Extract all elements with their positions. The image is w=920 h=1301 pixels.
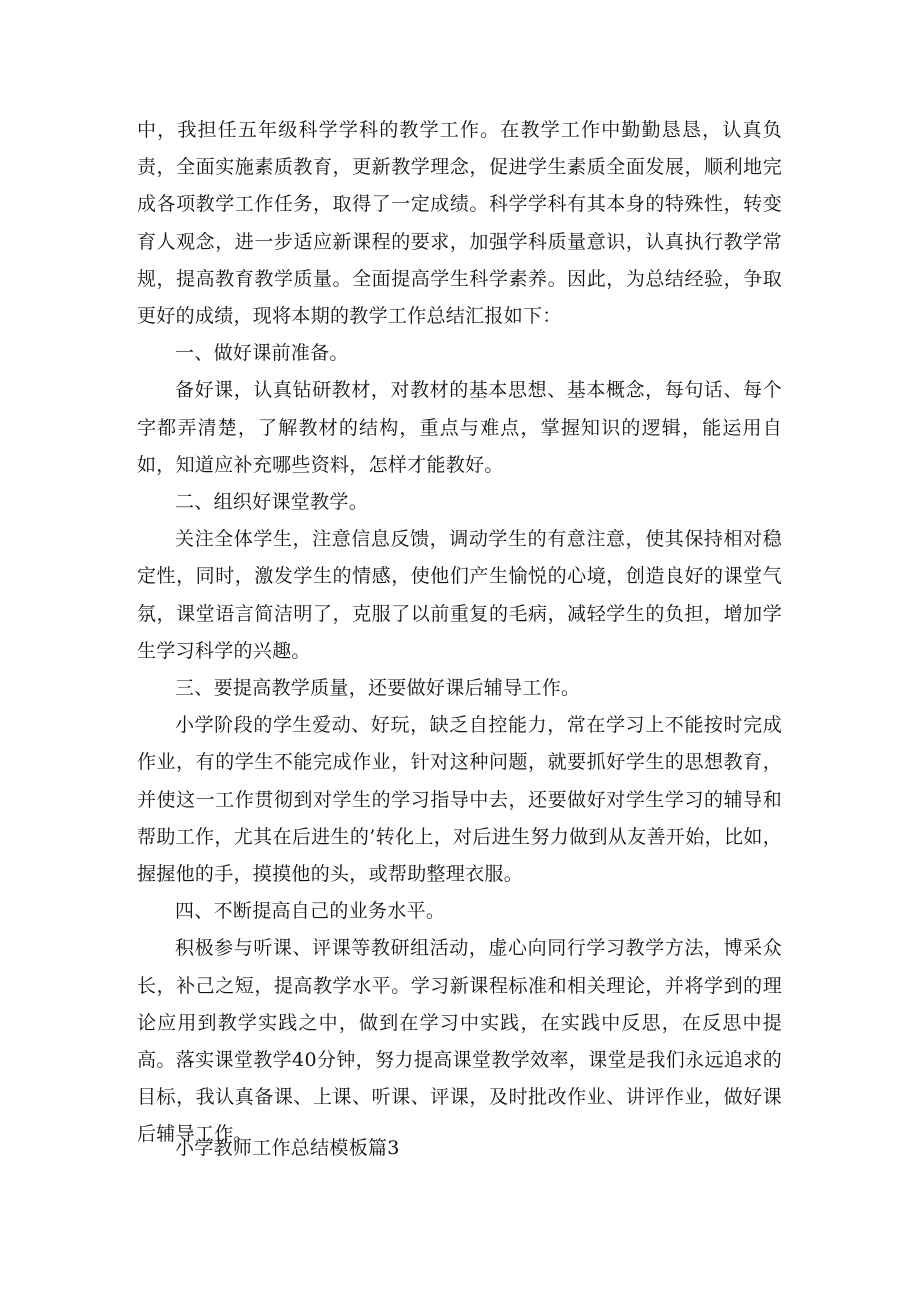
paragraph-4: 积极参与听课、评课等教研组活动，虚心向同行学习教学方法，博采众长，补己之短，提高教学水平。学习新课程标准和相关理论，并将学到的理论应用到教学实践之中，做到在学习中实践，在实践中反思，在反思中提高。落实课堂教学40分钟，努力提高课堂教学效率，课堂是我们永远追求的目标，我认真备课、上课、听课、评课，及时批改作业、讲评作业，做好课后辅导工作。 bbox=[137, 937, 782, 1146]
paragraph-intro: 中，我担任五年级科学学科的教学工作。在教学工作中勤勤恳恳，认真负责，全面实施素质教育，更新教学理念，促进学生素质全面发展，顺利地完成各项教学工作任务，取得了一定成绩。科学学科有其本身的特殊性，转变育人观念，进一步适应新课程的要求，加强学科质量意识，认真执行教学常规，提高教育教学质量。全面提高学生科学素养。因此，为总结经验，争取更好的成绩，现将本期的教学工作总结汇报如下： bbox=[137, 119, 782, 328]
heading-4: 四、不断提高自己的业务水平。 bbox=[175, 900, 446, 923]
heading-3: 三、要提高教学质量，还要做好课后辅导工作。 bbox=[175, 677, 581, 700]
next-section-title: 小学教师工作总结模板篇3 bbox=[175, 1137, 400, 1159]
heading-1: 一、做好课前准备。 bbox=[175, 342, 349, 365]
document-body bbox=[137, 112, 782, 1154]
paragraph-2: 关注全体学生，注意信息反馈，调动学生的有意注意，使其保持相对稳定性，同时，激发学生的情感，使他们产生愉悦的心境，创造良好的课堂气氛，课堂语言简洁明了，克服了以前重复的毛病，减轻学生的负担，增加学生学习科学的兴趣。 bbox=[137, 528, 782, 662]
paragraph-1: 备好课，认真钻研教材，对教材的基本思想、基本概念，每句话、每个字都弄清楚，了解教材的结构，重点与难点，掌握知识的逻辑，能运用自如，知道应补充哪些资料，怎样才能教好。 bbox=[137, 379, 782, 476]
paragraph-3: 小学阶段的学生爱动、好玩，缺乏自控能力，常在学习上不能按时完成作业，有的学生不能完成作业，针对这种问题，就要抓好学生的思想教育，并使这一工作贯彻到对学生的学习指导中去，还要做好对学生学习的辅导和帮助工作，尤其在后进生的’转化上，对后进生努力做到从友善开始，比如，握握他的手，摸摸他的头，或帮助整理衣服。 bbox=[137, 714, 782, 886]
heading-2: 二、组织好课堂教学。 bbox=[175, 491, 369, 514]
